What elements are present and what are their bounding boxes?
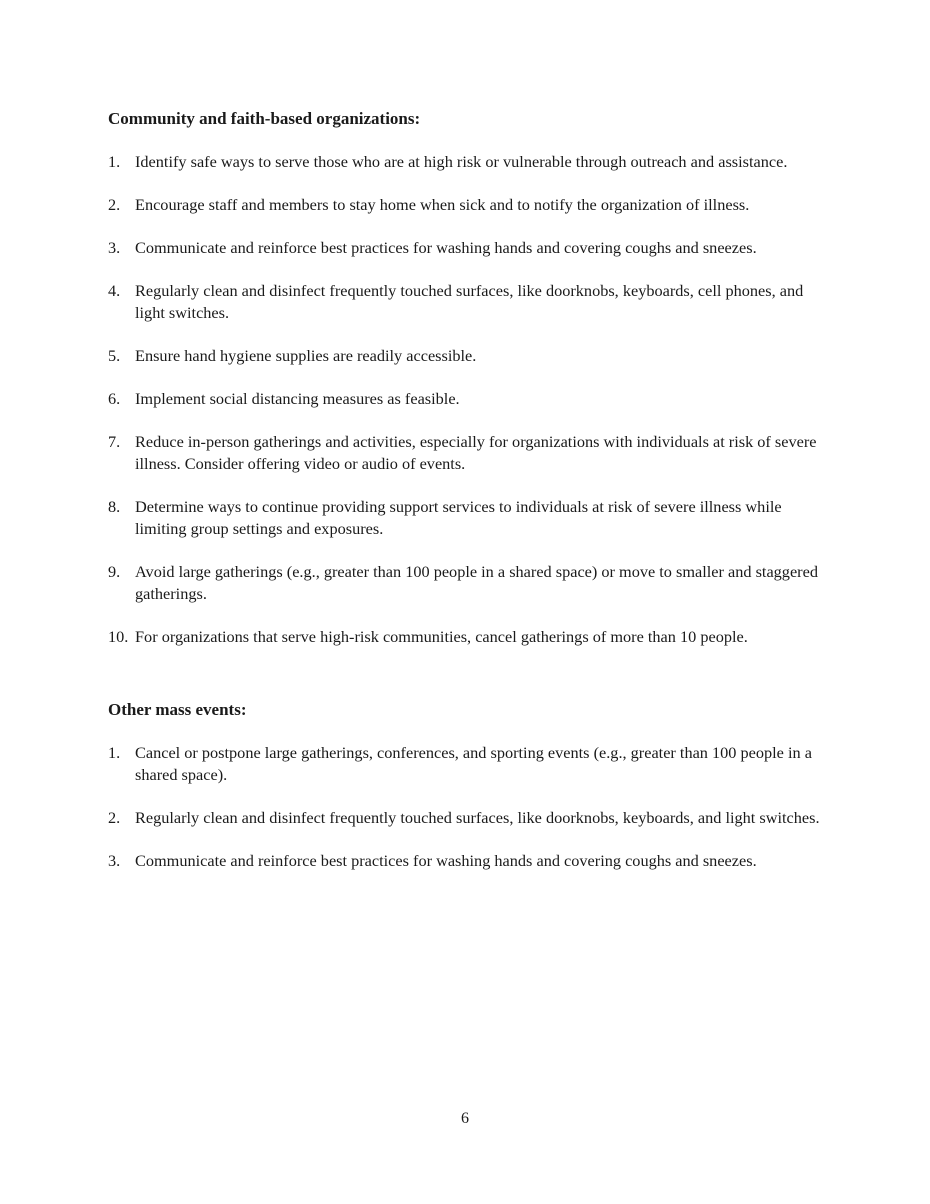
- item-number: 4.: [108, 281, 121, 300]
- item-number: 5.: [108, 346, 121, 365]
- numbered-list: [108, 742, 824, 872]
- list-item: [108, 496, 824, 540]
- item-text: Regularly clean and disinfect frequently touched surfaces, like doorknobs, keyboards, cell phones, and light switches.: [135, 281, 804, 322]
- list-item: [108, 237, 824, 259]
- list-item: [108, 850, 824, 872]
- list-item: [108, 626, 824, 648]
- list-item: [108, 151, 824, 173]
- item-text: Implement social distancing measures as feasible.: [135, 389, 460, 408]
- item-text: Avoid large gatherings (e.g., greater than 100 people in a shared space) or move to smaller and staggered gatherings.: [135, 562, 818, 603]
- item-text: Identify safe ways to serve those who are at high risk or vulnerable through outreach and assistance.: [135, 152, 788, 171]
- item-text: Ensure hand hygiene supplies are readily accessible.: [135, 346, 477, 365]
- item-text: Communicate and reinforce best practices for washing hands and covering coughs and sneezes.: [135, 851, 757, 870]
- numbered-list: [108, 151, 824, 648]
- list-item: [108, 345, 824, 367]
- item-number: 7.: [108, 432, 121, 451]
- section-heading: Community and faith-based organizations:: [108, 109, 421, 128]
- list-item: [108, 807, 824, 829]
- item-text: Encourage staff and members to stay home when sick and to notify the organization of illness.: [135, 195, 750, 214]
- item-number: 9.: [108, 562, 121, 581]
- item-number: 6.: [108, 389, 121, 408]
- item-text: Communicate and reinforce best practices for washing hands and covering coughs and sneezes.: [135, 238, 757, 257]
- item-text: Determine ways to continue providing support services to individuals at risk of severe illness while limiting group settings and exposures.: [135, 497, 782, 538]
- list-item: [108, 431, 824, 475]
- item-number: 8.: [108, 497, 121, 516]
- item-text: Cancel or postpone large gatherings, conferences, and sporting events (e.g., greater than 100 people in a shared space).: [135, 743, 812, 784]
- item-number: 2.: [108, 808, 121, 827]
- section-heading: Other mass events:: [108, 700, 247, 719]
- list-item: [108, 742, 824, 786]
- item-number: 2.: [108, 195, 121, 214]
- document-page: [108, 108, 824, 893]
- list-item: [108, 388, 824, 410]
- section-other-mass-events: [108, 699, 824, 872]
- list-item: [108, 194, 824, 216]
- section-spacer: [108, 669, 824, 699]
- item-number: 1.: [108, 743, 121, 762]
- list-item: [108, 280, 824, 324]
- item-text: Reduce in-person gatherings and activities, especially for organizations with individuals at risk of severe illness. Consider offering video or audio of events.: [135, 432, 817, 473]
- item-text: For organizations that serve high-risk communities, cancel gatherings of more than 10 people.: [135, 627, 748, 646]
- item-number: 1.: [108, 152, 121, 171]
- item-number: 3.: [108, 238, 121, 257]
- item-text: Regularly clean and disinfect frequently touched surfaces, like doorknobs, keyboards, and light switches.: [135, 808, 820, 827]
- list-item: [108, 561, 824, 605]
- item-number: 3.: [108, 851, 121, 870]
- section-community-faith-based: [108, 108, 824, 648]
- item-number: 10.: [108, 627, 129, 646]
- page-number: 6: [461, 1110, 469, 1127]
